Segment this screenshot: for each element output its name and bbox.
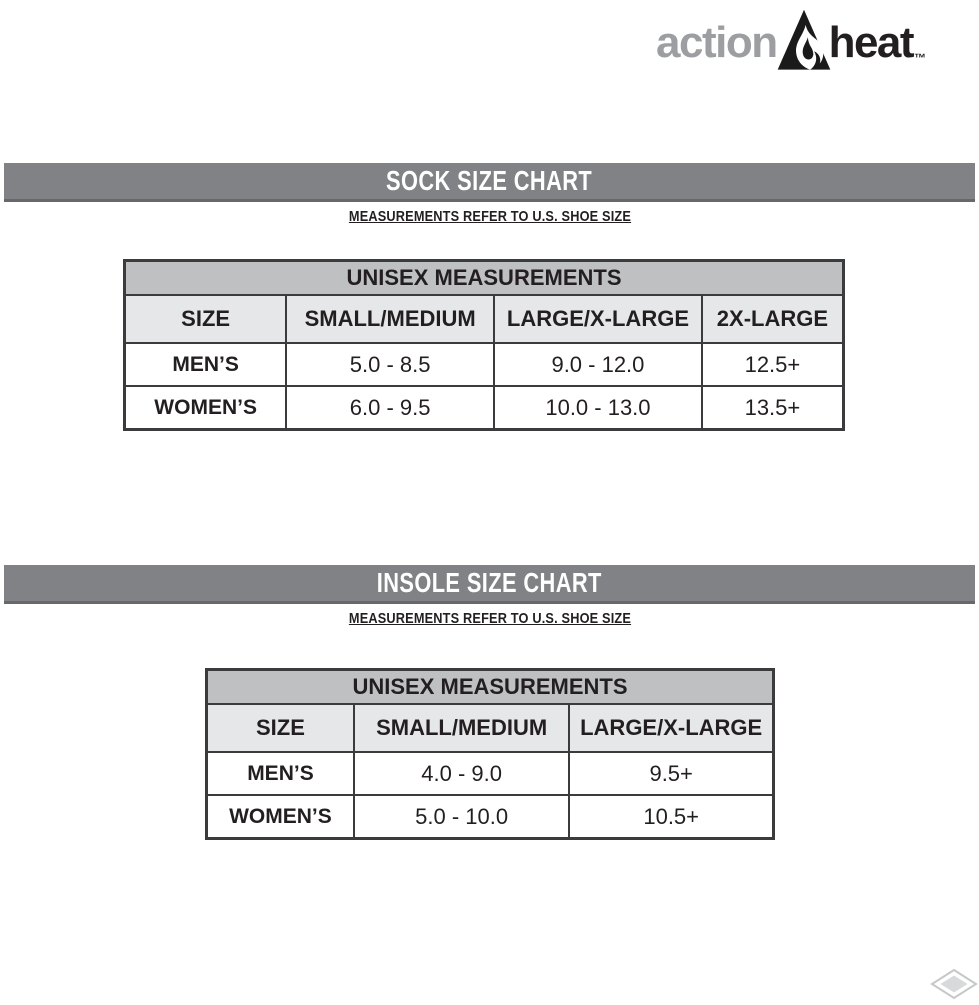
insole-column-size: SIZE <box>207 704 354 752</box>
size-value-cell: 13.5+ <box>702 386 844 430</box>
insole-size-table <box>205 668 775 840</box>
sock-column-large-xlarge: LARGE/X-LARGE <box>494 295 702 343</box>
sock-chart-subtitle: MEASUREMENTS REFER TO U.S. SHOE SIZE <box>348 208 631 225</box>
insole-column-header-row <box>207 704 774 752</box>
sock-unisex-header-cell: UNISEX MEASUREMENTS <box>125 261 844 296</box>
sock-column-2x-large: 2X-LARGE <box>702 295 844 343</box>
row-label-cell: MEN’S <box>207 752 354 795</box>
insole-chart-title-bar <box>4 565 975 604</box>
insole-column-large-xlarge: LARGE/X-LARGE <box>569 704 773 752</box>
sock-size-table <box>123 259 845 431</box>
sock-table-header-row <box>125 261 844 296</box>
size-value-cell: 9.0 - 12.0 <box>494 343 702 386</box>
sock-column-small-medium: SMALL/MEDIUM <box>286 295 494 343</box>
size-value-cell: 5.0 - 10.0 <box>354 795 569 839</box>
insole-mens-row <box>207 752 774 795</box>
sock-column-header-row <box>125 295 844 343</box>
size-value-cell: 10.5+ <box>569 795 773 839</box>
sock-chart-title-bar <box>4 163 975 202</box>
size-value-cell: 10.0 - 13.0 <box>494 386 702 430</box>
insole-column-small-medium: SMALL/MEDIUM <box>354 704 569 752</box>
sock-womens-row <box>125 386 844 430</box>
size-value-cell: 4.0 - 9.0 <box>354 752 569 795</box>
size-value-cell: 6.0 - 9.5 <box>286 386 494 430</box>
insole-unisex-header-cell: UNISEX MEASUREMENTS <box>207 670 774 705</box>
diamond-watermark-icon <box>930 969 978 1000</box>
row-label-cell: WOMEN’S <box>207 795 354 839</box>
brand-logo <box>656 6 968 72</box>
insole-womens-row <box>207 795 774 839</box>
sock-mens-row <box>125 343 844 386</box>
flame-triangle-icon <box>777 8 829 72</box>
size-value-cell: 12.5+ <box>702 343 844 386</box>
trademark-symbol: ™ <box>914 51 927 65</box>
logo-action-text: action <box>656 18 777 67</box>
row-label-cell: WOMEN’S <box>125 386 287 430</box>
insole-chart-title: INSOLE SIZE CHART <box>376 567 603 598</box>
sock-chart-title: SOCK SIZE CHART <box>386 165 593 196</box>
insole-table-header-row <box>207 670 774 705</box>
logo-heat-text: heat <box>828 18 914 67</box>
sock-column-size: SIZE <box>125 295 287 343</box>
size-value-cell: 9.5+ <box>569 752 773 795</box>
row-label-cell: MEN’S <box>125 343 287 386</box>
insole-chart-subtitle: MEASUREMENTS REFER TO U.S. SHOE SIZE <box>348 610 631 627</box>
size-value-cell: 5.0 - 8.5 <box>286 343 494 386</box>
